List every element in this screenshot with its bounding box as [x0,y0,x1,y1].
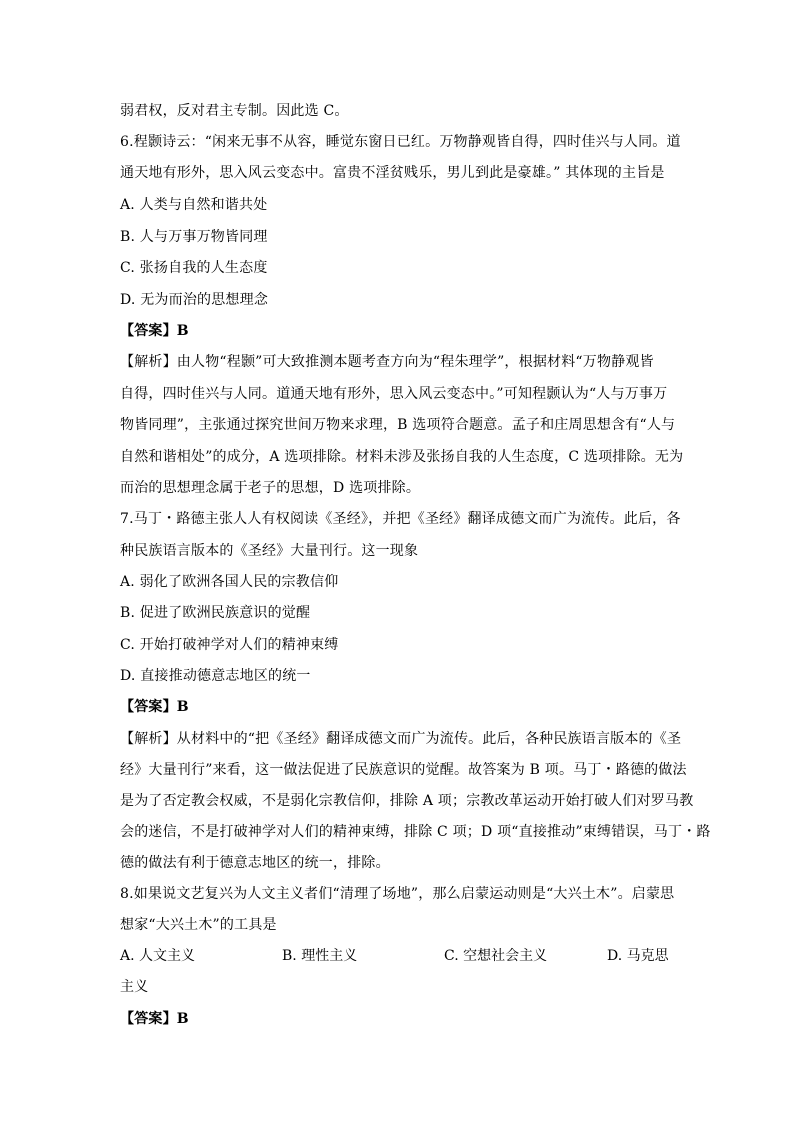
option-a: A. 弱化了欧洲各国人民的宗教信仰 [120,574,339,590]
option-a: A. 人类与自然和谐共处 [120,197,268,213]
answer-label: 【答案】B [120,1011,189,1027]
option-b: B. 人与万事万物皆同理 [120,229,268,245]
analysis-line: 自得，四时佳兴与人同。道通天地有形外，思入风云变态中。”可知程颢认为“人与万事万 [120,386,668,402]
analysis-line: 经》大量刊行”来看，这一做法促进了民族意识的觉醒。故答案为 B 项。马丁・路德的做法 [120,762,687,778]
analysis-line: 物皆同理”，主张通过探究世间万物来求理，B 选项符合题意。孟子和庄周思想含有“人与 [120,417,676,433]
option-b: B. 理性主义 [282,948,358,964]
question-6-stem: 通天地有形外，思入风云变态中。富贵不淫贫贱乐，男儿到此是豪雄。” 其体现的主旨是 [120,165,665,181]
option-a: A. 人文主义 [120,948,196,964]
question-7-stem: 种民族语言版本的《圣经》大量刊行。这一现象 [120,543,419,559]
analysis-line: 是为了否定教会权威，不是弱化宗教信仰，排除 A 项；宗教改革运动开始打破人们对罗马教 [120,793,694,809]
question-7-stem: 7.马丁・路德主张人人有权阅读《圣经》，并把《圣经》翻译成德文而广为流传。此后，各 [120,511,681,527]
option-d: D. 无为而治的思想理念 [120,292,269,308]
question-6-stem: 6.程颢诗云：“闲来无事不从容，睡觉东窗日已红。万物静观皆自得，四时佳兴与人同。道 [120,134,681,150]
answer-label: 【答案】B [120,699,189,715]
answer-label: 【答案】B [120,323,189,339]
analysis-line: 【解析】由人物“程颢”可大致推测本题考查方向为“程朱理学”，根据材料“万物静观皆 [120,354,654,370]
option-c: C. 张扬自我的人生态度 [120,260,268,276]
question-8-stem: 想家“大兴土木”的工具是 [120,917,277,933]
option-d-continuation: 主义 [120,979,149,995]
option-d: D. 马克思 [607,948,669,964]
analysis-line: 自然和谐相处”的成分，A 选项排除。材料未涉及张扬自我的人生态度，C 选项排除。无为 [120,449,684,465]
analysis-line: 会的迷信，不是打破神学对人们的精神束缚，排除 C 项；D 项“直接推动”束缚错误，马丁・路 [120,824,711,840]
analysis-line: 【解析】从材料中的“把《圣经》翻译成德文而广为流传。此后，各种民族语言版本的《圣 [120,731,682,747]
option-c: C. 空想社会主义 [444,948,548,964]
option-c: C. 开始打破神学对人们的精神束缚 [120,637,339,653]
analysis-line: 德的做法有利于德意志地区的统一，排除。 [120,855,390,871]
option-d: D. 直接推动德意志地区的统一 [120,668,311,684]
analysis-line: 而治的思想理念属于老子的思想，D 选项排除。 [120,480,421,496]
text-line: 弱君权，反对君主专制。因此选 C。 [120,103,349,119]
question-8-stem: 8.如果说文艺复兴为人文主义者们“清理了场地”，那么启蒙运动则是“大兴土木”。启蒙思 [120,886,675,902]
option-b: B. 促进了欧洲民族意识的觉醒 [120,605,311,621]
